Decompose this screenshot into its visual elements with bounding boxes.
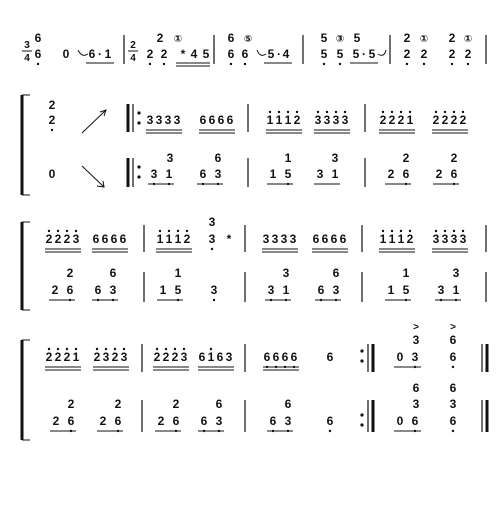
octave-dot-line4_lower-5: [117, 430, 119, 432]
note-line4_lower-0: 2: [67, 397, 75, 411]
octave-dot-line3_lower-15: [335, 299, 337, 301]
note-line4_upper-18: 6: [281, 350, 289, 364]
note-line1-23: 5: [368, 47, 376, 61]
note-line3_upper-9: 1: [165, 232, 173, 246]
note-line3_upper-3: 3: [72, 232, 80, 246]
note-line2_lower-10: 3: [331, 151, 339, 165]
octave-dot-line2_upper-10: [269, 111, 271, 113]
note-line4_lower-19: 6: [411, 414, 419, 428]
note-line4_upper-14: 6: [216, 350, 224, 364]
octave-dot-line1-12: [230, 63, 232, 65]
octave-dot-line3_upper-29: [453, 230, 455, 232]
note-line1-24: 5: [353, 31, 361, 45]
note-line3_upper-11: 2: [183, 232, 191, 246]
octave-dot-line2_lower-18: [453, 183, 455, 185]
note-line3_upper-10: 1: [174, 232, 182, 246]
note-line2_upper-13: 2: [293, 113, 301, 127]
note-line3_lower-17: 1: [387, 283, 395, 297]
note-line3_lower-12: 1: [282, 283, 290, 297]
octave-dot-line2_upper-20: [400, 111, 402, 113]
note-line1-22: 5: [352, 47, 360, 61]
note-line1-4: 1: [104, 47, 112, 61]
note-line3_upper-28: 3: [441, 232, 449, 246]
note-line2_upper-17: 3: [341, 113, 349, 127]
note-line4_upper-21: >: [413, 322, 419, 333]
note-line2_lower-8: 1: [269, 167, 277, 181]
note-line4_lower-6: 2: [172, 397, 180, 411]
octave-dot-line3_lower-11: [270, 299, 272, 301]
note-line4_upper-16: 6: [263, 350, 271, 364]
octave-dot-line1-5: [149, 63, 151, 65]
octave-dot-line4_upper-17: [275, 366, 277, 368]
octave-dot-line4_lower-11: [218, 430, 220, 432]
octave-dot-line4_upper-2: [66, 348, 68, 350]
note-line4_lower-7: 2: [157, 414, 165, 428]
octave-dot-line3_lower-4: [97, 299, 99, 301]
note-line4_upper-22: 3: [412, 333, 420, 347]
octave-dot-line2_upper-23: [444, 111, 446, 113]
note-line1-25: 2: [403, 47, 411, 61]
octave-dot-line2_upper-17: [344, 111, 346, 113]
note-layer: [35, 31, 473, 432]
octave-dot-line2_upper-18: [382, 111, 384, 113]
octave-dot-line2_lower-3: [168, 183, 170, 185]
octave-dot-line4_upper-18: [284, 366, 286, 368]
note-line4_upper-24: 3: [411, 350, 419, 364]
note-line4_upper-9: 2: [162, 350, 170, 364]
note-line2_lower-2: 3: [150, 167, 158, 181]
note-line4_upper-1: 2: [54, 350, 62, 364]
octave-dot-line4_upper-10: [174, 348, 176, 350]
note-line3_lower-15: 3: [332, 283, 340, 297]
note-line3_upper-12: 3: [208, 215, 216, 229]
note-line2_upper-14: 3: [314, 113, 322, 127]
note-line2_lower-3: 1: [165, 167, 173, 181]
note-line1-7: 2: [156, 31, 164, 45]
octave-dot-line2_lower-5: [202, 183, 204, 185]
octave-dot-line4_upper-5: [105, 348, 107, 350]
note-line2_upper-1: 2: [48, 113, 56, 127]
note-line1-30: 2: [464, 47, 472, 61]
note-line3_upper-18: 3: [289, 232, 297, 246]
note-line1-8: ①: [173, 34, 183, 45]
octave-dot-line3_lower-14: [320, 299, 322, 301]
octave-dot-line3_upper-27: [435, 230, 437, 232]
octave-dot-line3_upper-10: [177, 230, 179, 232]
note-line4_upper-2: 2: [63, 350, 71, 364]
octave-dot-line4_lower-19: [414, 430, 416, 432]
note-line4_upper-13: 1: [207, 350, 215, 364]
note-line3_lower-5: 3: [109, 283, 117, 297]
octave-dot-line1-25: [406, 63, 408, 65]
note-line3_upper-29: 3: [450, 232, 458, 246]
note-line1-17: 4: [282, 47, 290, 61]
note-line1-3: 6: [88, 47, 96, 61]
note-line2_lower-18: 6: [450, 167, 458, 181]
note-line1-28: ①: [419, 34, 429, 45]
note-line3_lower-8: 5: [174, 283, 182, 297]
octave-dot-line4_upper-27: [452, 366, 454, 368]
octave-dot-line3_lower-12: [285, 299, 287, 301]
note-line2_upper-12: 1: [284, 113, 292, 127]
octave-dot-line3_upper-24: [391, 230, 393, 232]
note-line3_lower-2: 6: [66, 283, 74, 297]
octave-dot-line3_lower-2: [69, 299, 71, 301]
note-line4_upper-10: 2: [171, 350, 179, 364]
note-line3_upper-30: 3: [459, 232, 467, 246]
note-line3_lower-6: 1: [174, 266, 182, 280]
note-line4_lower-15: 6: [326, 414, 334, 428]
octave-dot-line2_upper-19: [391, 111, 393, 113]
note-line4_upper-5: 3: [102, 350, 110, 364]
note-line2_upper-25: 2: [459, 113, 467, 127]
note-line2_upper-19: 2: [388, 113, 396, 127]
octave-dot-line3_lower-9: [213, 299, 215, 301]
note-line2_lower-11: 3: [316, 167, 324, 181]
note-line4_lower-5: 6: [114, 414, 122, 428]
dot-separator: ·: [362, 47, 366, 61]
note-line3_lower-21: 1: [452, 283, 460, 297]
note-line2_upper-3: 3: [155, 113, 163, 127]
note-line2_lower-7: 1: [284, 151, 292, 165]
note-line3_lower-0: 2: [66, 266, 74, 280]
note-line2_upper-9: 6: [226, 113, 234, 127]
octave-dot-line3_lower-20: [440, 299, 442, 301]
note-line3_upper-6: 6: [110, 232, 118, 246]
octave-dot-line3_upper-26: [409, 230, 411, 232]
note-line3_lower-13: 6: [332, 266, 340, 280]
note-line4_lower-3: 2: [114, 397, 122, 411]
note-line3_upper-8: 1: [156, 232, 164, 246]
note-line4_lower-20: 6: [449, 381, 457, 395]
note-line4_upper-7: 3: [120, 350, 128, 364]
note-line2_lower-1: 3: [166, 151, 174, 165]
octave-dot-line2_upper-16: [335, 111, 337, 113]
note-line3_lower-19: 3: [452, 266, 460, 280]
octave-dot-line4_lower-14: [287, 430, 289, 432]
note-line4_lower-14: 3: [284, 414, 292, 428]
note-line1-9: *: [180, 47, 186, 61]
octave-dot-line3_upper-8: [159, 230, 161, 232]
note-line2_lower-16: 2: [450, 151, 458, 165]
octave-dot-line4_upper-8: [156, 348, 158, 350]
note-line4_upper-8: 2: [153, 350, 161, 364]
note-line2_upper-5: 3: [173, 113, 181, 127]
note-line4_lower-4: 2: [99, 414, 107, 428]
note-line3_upper-1: 2: [54, 232, 62, 246]
note-line1-20: 5: [320, 31, 328, 45]
note-line1-31: 2: [448, 31, 456, 45]
octave-dot-line4_lower-22: [452, 430, 454, 432]
note-line3_lower-3: 6: [109, 266, 117, 280]
note-line3_upper-14: *: [226, 232, 232, 246]
note-line3_lower-4: 6: [94, 283, 102, 297]
octave-dot-line4_lower-8: [175, 430, 177, 432]
note-line3_upper-26: 2: [406, 232, 414, 246]
note-line1-0: 6: [34, 47, 42, 61]
octave-dot-line3_upper-9: [168, 230, 170, 232]
note-line4_upper-4: 2: [93, 350, 101, 364]
note-line1-32: ①: [463, 34, 473, 45]
note-line2_upper-15: 3: [323, 113, 331, 127]
octave-dot-line4_upper-11: [183, 348, 185, 350]
note-line3_lower-20: 3: [437, 283, 445, 297]
note-line4_lower-1: 2: [52, 414, 60, 428]
octave-dot-line2_upper-13: [296, 111, 298, 113]
note-line3_upper-23: 1: [379, 232, 387, 246]
note-line4_upper-11: 3: [180, 350, 188, 364]
note-line2_upper-10: 1: [266, 113, 274, 127]
octave-dot-line1-13: [244, 63, 246, 65]
octave-dot-line3_upper-1: [57, 230, 59, 232]
note-line2_upper-2: 3: [146, 113, 154, 127]
note-line4_upper-20: 6: [326, 350, 334, 364]
note-line2_lower-13: 2: [402, 151, 410, 165]
note-line4_upper-19: 6: [290, 350, 298, 364]
note-line1-14: 6: [227, 31, 235, 45]
system-brackets: [22, 95, 30, 440]
note-line1-6: 2: [160, 47, 168, 61]
note-line4_upper-26: 6: [449, 333, 457, 347]
note-line2_upper-24: 2: [450, 113, 458, 127]
note-line3_upper-2: 2: [63, 232, 71, 246]
note-line3_upper-21: 6: [330, 232, 338, 246]
note-line4_lower-16: 6: [412, 381, 420, 395]
note-line3_upper-4: 6: [92, 232, 100, 246]
note-line4_lower-12: 6: [284, 397, 292, 411]
octave-dot-line2_upper-21: [409, 111, 411, 113]
note-line3_upper-5: 6: [101, 232, 109, 246]
note-line3_upper-13: 3: [208, 232, 216, 246]
octave-dot-line4_lower-15: [329, 430, 331, 432]
octave-dot-line3_lower-21: [455, 299, 457, 301]
note-line3_lower-11: 3: [267, 283, 275, 297]
octave-dot-line4_upper-9: [165, 348, 167, 350]
note-line2_upper-4: 3: [164, 113, 172, 127]
note-line4_lower-8: 6: [172, 414, 180, 428]
note-line2_upper-21: 1: [406, 113, 414, 127]
time-signature2-bottom: 4: [130, 53, 136, 64]
octave-dot-line1-26: [423, 63, 425, 65]
dot-separator: ·: [98, 47, 102, 61]
note-line1-15: ⑤: [243, 34, 253, 45]
note-line3_upper-20: 6: [321, 232, 329, 246]
octave-dot-line2_upper-12: [287, 111, 289, 113]
note-line1-12: 6: [227, 47, 235, 61]
note-line4_upper-23: 0: [396, 350, 404, 364]
note-line3_lower-1: 2: [51, 283, 59, 297]
note-line4_upper-0: 2: [45, 350, 53, 364]
octave-dot-line1-0: [37, 63, 39, 65]
octave-dot-line3_upper-3: [75, 230, 77, 232]
note-line4_lower-21: 3: [449, 397, 457, 411]
note-line1-18: 5: [320, 47, 328, 61]
note-line4_upper-3: 1: [72, 350, 80, 364]
octave-dot-line1-30: [467, 63, 469, 65]
octave-dot-line4_upper-1: [57, 348, 59, 350]
note-line4_upper-27: 6: [449, 350, 457, 364]
note-line2_upper-22: 2: [432, 113, 440, 127]
octave-dot-line4_upper-19: [293, 366, 295, 368]
note-line3_upper-19: 6: [312, 232, 320, 246]
note-line1-13: 6: [241, 47, 249, 61]
note-line4_upper-25: >: [450, 322, 456, 333]
note-line3_upper-17: 3: [280, 232, 288, 246]
octave-dot-line2_upper-24: [453, 111, 455, 113]
note-line3_upper-7: 6: [119, 232, 127, 246]
note-line4_lower-9: 6: [215, 397, 223, 411]
note-line2_lower-15: 6: [402, 167, 410, 181]
octave-dot-line3_upper-28: [444, 230, 446, 232]
note-line2_lower-6: 3: [214, 167, 222, 181]
octave-dot-line3_lower-18: [405, 299, 407, 301]
note-line1-5: 2: [146, 47, 154, 61]
note-line2_upper-23: 2: [441, 113, 449, 127]
note-line2_upper-7: 6: [208, 113, 216, 127]
note-line2_lower-12: 1: [331, 167, 339, 181]
note-line2_lower-0: 0: [48, 167, 56, 181]
note-line4_lower-18: 0: [396, 414, 404, 428]
note-line1-11: 5: [202, 47, 210, 61]
octave-dot-line2_lower-6: [217, 183, 219, 185]
note-line2_upper-0: 2: [48, 98, 56, 112]
note-line1-10: 4: [190, 47, 198, 61]
note-line3_lower-16: 1: [402, 266, 410, 280]
note-line4_upper-15: 3: [225, 350, 233, 364]
note-line2_upper-8: 6: [217, 113, 225, 127]
note-line1-1: 6: [34, 31, 42, 45]
note-line4_upper-17: 6: [272, 350, 280, 364]
note-line1-29: 2: [448, 47, 456, 61]
note-line3_lower-18: 5: [402, 283, 410, 297]
octave-dot-line2_lower-2: [153, 183, 155, 185]
note-line1-16: 5: [267, 47, 275, 61]
note-line2_lower-4: 6: [214, 151, 222, 165]
note-line4_upper-12: 6: [198, 350, 206, 364]
octave-dot-line3_upper-30: [462, 230, 464, 232]
time-signature-top: 3: [24, 40, 30, 51]
octave-dot-line4_upper-16: [266, 366, 268, 368]
octave-dot-line4_upper-3: [75, 348, 77, 350]
note-line3_lower-7: 1: [159, 283, 167, 297]
note-line4_lower-11: 3: [215, 414, 223, 428]
octave-dot-line1-29: [451, 63, 453, 65]
note-line2_upper-16: 3: [332, 113, 340, 127]
octave-dot-line4_lower-10: [203, 430, 205, 432]
octave-dot-line3_upper-25: [400, 230, 402, 232]
octave-dot-line2_upper-14: [317, 111, 319, 113]
note-line4_upper-6: 2: [111, 350, 119, 364]
note-line2_lower-14: 2: [387, 167, 395, 181]
note-line4_lower-10: 6: [200, 414, 208, 428]
note-line3_upper-0: 2: [45, 232, 53, 246]
note-line3_lower-14: 6: [317, 283, 325, 297]
note-line3_lower-10: 3: [282, 266, 290, 280]
octave-dot-line4_upper-7: [123, 348, 125, 350]
octave-dot-line2_upper-25: [462, 111, 464, 113]
note-line2_lower-17: 2: [435, 167, 443, 181]
note-line4_lower-17: 3: [412, 397, 420, 411]
octave-dot-line1-19: [339, 63, 341, 65]
time-signature2-top: 2: [130, 40, 136, 51]
note-line2_upper-6: 6: [199, 113, 207, 127]
note-line3_upper-22: 6: [339, 232, 347, 246]
note-line3_upper-25: 1: [397, 232, 405, 246]
note-line2_upper-18: 2: [379, 113, 387, 127]
note-line4_lower-2: 6: [67, 414, 75, 428]
octave-dot-line3_lower-8: [177, 299, 179, 301]
octave-dot-line4_upper-13: [210, 348, 212, 350]
octave-dot-line1-6: [163, 63, 165, 65]
note-line1-26: 2: [420, 47, 428, 61]
note-line3_upper-24: 1: [388, 232, 396, 246]
note-line2_upper-20: 2: [397, 113, 405, 127]
note-line2_upper-11: 1: [275, 113, 283, 127]
note-line4_lower-13: 6: [269, 414, 277, 428]
octave-dot-line3_upper-0: [48, 230, 50, 232]
octave-dot-line4_upper-4: [96, 348, 98, 350]
note-line3_upper-16: 3: [271, 232, 279, 246]
octave-dot-line3_upper-23: [382, 230, 384, 232]
octave-dot-line1-18: [323, 63, 325, 65]
note-line4_lower-22: 6: [449, 414, 457, 428]
note-line2_lower-9: 5: [284, 167, 292, 181]
octave-dot-line2_upper-15: [326, 111, 328, 113]
octave-dot-line3_lower-5: [112, 299, 114, 301]
octave-dot-line2_upper-1: [51, 129, 53, 131]
note-line1-2: 0: [62, 47, 70, 61]
octave-dot-line4_upper-24: [414, 366, 416, 368]
octave-dot-line3_upper-2: [66, 230, 68, 232]
note-line3_upper-27: 3: [432, 232, 440, 246]
time-signature-bottom: 4: [24, 53, 30, 64]
octave-dot-line4_lower-2: [70, 430, 72, 432]
octave-dot-line4_upper-6: [114, 348, 116, 350]
octave-dot-line2_lower-9: [287, 183, 289, 185]
octave-dot-line2_upper-22: [435, 111, 437, 113]
note-line1-21: ③: [335, 34, 345, 45]
octave-dot-line3_upper-11: [186, 230, 188, 232]
note-line3_upper-15: 3: [262, 232, 270, 246]
note-line1-19: 5: [336, 47, 344, 61]
octave-dot-line4_upper-0: [48, 348, 50, 350]
octave-dot-line2_upper-11: [278, 111, 280, 113]
note-line3_lower-9: 3: [210, 283, 218, 297]
note-line1-27: 2: [403, 31, 411, 45]
octave-dot-line2_lower-15: [405, 183, 407, 185]
octave-dot-line3_upper-13: [211, 248, 213, 250]
dot-separator: ·: [277, 47, 281, 61]
note-line2_lower-5: 6: [199, 167, 207, 181]
octave-dot-line4_lower-13: [272, 430, 274, 432]
